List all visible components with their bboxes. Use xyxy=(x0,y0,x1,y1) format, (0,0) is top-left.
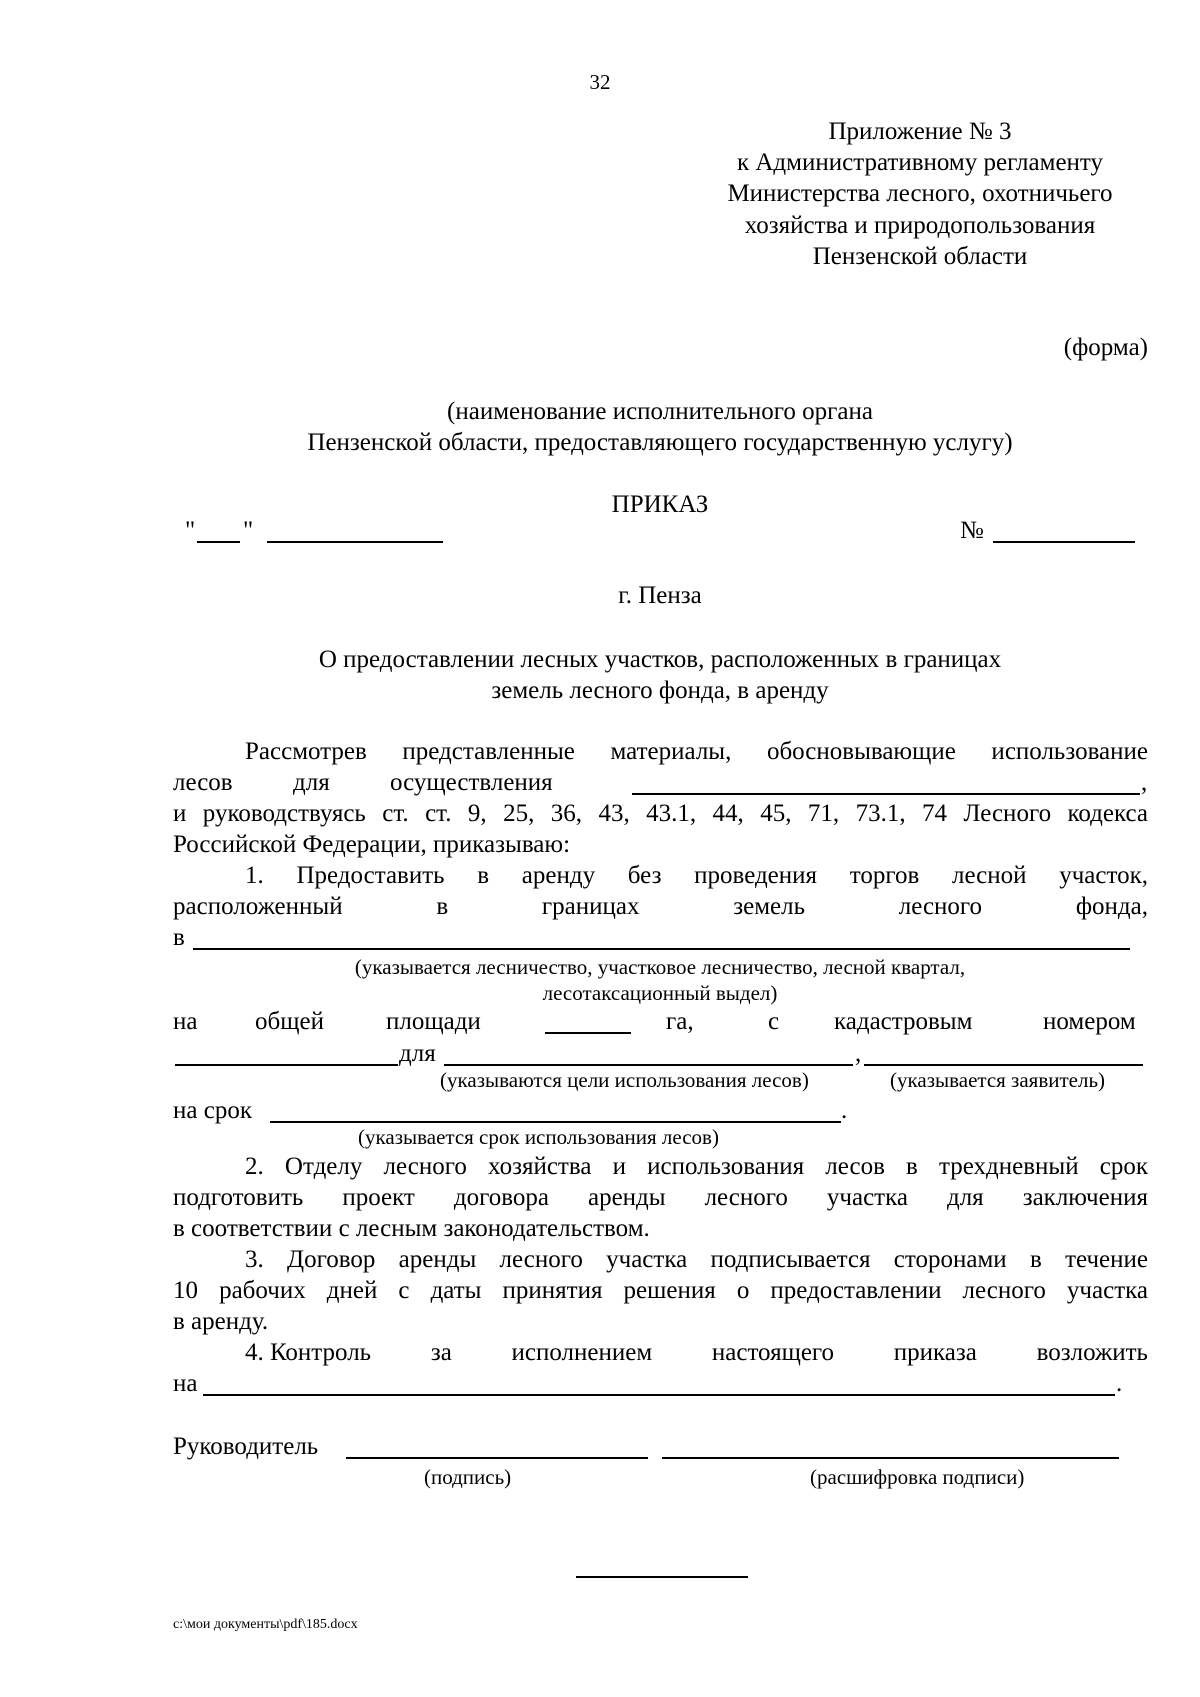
item2-word: участка xyxy=(826,1184,908,1211)
item1-word: расположенный xyxy=(173,893,343,920)
item2-line-2 xyxy=(173,1184,1148,1212)
date-quote-open: " xyxy=(185,517,196,544)
subject-line-2: земель лесного фонда, в аренду xyxy=(491,677,829,704)
forestry-line xyxy=(193,948,1130,950)
bottom-separator xyxy=(576,1576,748,1578)
item1-hint-2: лесотаксационный выдел) xyxy=(542,981,778,1005)
item2-line-1: 2. Отделу лесного хозяйства и использования лесов в трехдневный срок xyxy=(245,1153,1148,1180)
appendix-line-1: Приложение № 3 xyxy=(828,118,1012,145)
preamble-line-1: Рассмотрев представленные материалы, обосновывающие использование xyxy=(245,738,1148,765)
item3-line-3: в аренду. xyxy=(173,1308,269,1335)
form-label: (форма) xyxy=(1063,334,1148,361)
item1-word: в xyxy=(436,893,449,920)
activity-type-line xyxy=(632,793,1140,795)
item4-word: за xyxy=(430,1339,452,1366)
date-quote-close: " xyxy=(243,517,254,544)
signature-decode-line xyxy=(662,1457,1119,1459)
hint-applicant: (указывается заявитель) xyxy=(890,1068,1106,1092)
area-word: с xyxy=(768,1008,780,1035)
area-word: общей xyxy=(255,1008,324,1035)
item1-word: границах xyxy=(541,893,640,920)
appendix-line-5: Пензенской области xyxy=(812,243,1028,270)
item2-word: подготовить xyxy=(173,1184,304,1211)
item3-line-2: 10 рабочих дней с даты принятия решения о предоставлении лесного участка xyxy=(173,1277,1148,1304)
item1-word: земель xyxy=(733,893,805,920)
item2-word: договора xyxy=(453,1184,549,1211)
item4-word: настоящего xyxy=(711,1339,835,1366)
appendix-line-4: хозяйства и природопользования xyxy=(744,212,1096,239)
area-word: номером xyxy=(1043,1008,1136,1035)
appendix-line-3: Министерства лесного, охотничьего xyxy=(727,180,1113,207)
footer-path: с:\мои документы\pdf\185.docx xyxy=(173,1617,358,1632)
item4-word: 4. Контроль xyxy=(245,1339,372,1366)
area-line xyxy=(545,1032,631,1034)
preamble-line-4: Российской Федерации, приказываю: xyxy=(173,831,571,858)
item2-word: аренды xyxy=(587,1184,666,1211)
item1-line-2 xyxy=(173,893,1148,921)
item4-word: приказа xyxy=(893,1339,977,1366)
number-line xyxy=(993,541,1135,543)
preamble-word-1: лесов xyxy=(173,769,233,796)
signature-line xyxy=(346,1457,648,1459)
cadastral-number-line xyxy=(175,1064,398,1066)
appendix-line-2: к Административному регламенту xyxy=(736,149,1104,176)
term-prefix: на срок xyxy=(173,1097,252,1124)
number-sign: № xyxy=(960,517,984,544)
month-year-line xyxy=(267,541,443,543)
signature-label: Руководитель xyxy=(173,1433,319,1460)
item2-word: проект xyxy=(342,1184,415,1211)
comma: , xyxy=(855,1040,862,1067)
preamble-line-3: и руководствуясь ст. ст. 9, 25, 36, 43, 43.1, 44, 45, 71, 73.1, 74 Лесного кодекса xyxy=(173,800,1148,827)
area-word: площади xyxy=(386,1008,481,1035)
item1-hint-1: (указывается лесничество, участковое лесничество, лесной квартал, xyxy=(354,955,966,979)
hint-sign: (подпись) xyxy=(424,1465,512,1489)
applicant-line xyxy=(864,1064,1143,1066)
item1-prefix-v: в xyxy=(173,924,185,951)
hint-decode: (расшифровка подписи) xyxy=(810,1465,1025,1489)
hint-term: (указывается срок использования лесов) xyxy=(358,1125,719,1149)
item2-word: заключения xyxy=(1022,1184,1148,1211)
item3-line-1: 3. Договор аренды лесного участка подписывается сторонами в течение xyxy=(245,1246,1148,1273)
purpose-line xyxy=(444,1064,853,1066)
area-word: га, xyxy=(666,1008,694,1035)
org-caption-line-2: Пензенской области, предоставляющего государственную услугу) xyxy=(307,429,1013,456)
control-person-line xyxy=(203,1394,1115,1396)
org-caption-line-1: (наименование исполнительного органа xyxy=(447,398,873,425)
area-word: кадастровым xyxy=(834,1008,973,1035)
item4-prefix: на xyxy=(173,1370,198,1397)
day-line xyxy=(197,541,240,543)
city: г. Пенза xyxy=(618,582,702,609)
subject-line-1: О предоставлении лесных участков, расположенных в границах xyxy=(318,646,1002,673)
area-word: на xyxy=(173,1008,198,1035)
item1-word: лесного xyxy=(898,893,983,920)
term-end: . xyxy=(841,1097,848,1124)
hint-purpose: (указываются цели использования лесов) xyxy=(440,1068,809,1092)
item1-line-1: 1. Предоставить в аренду без проведения торгов лесной участок, xyxy=(245,862,1148,889)
item4-word: возложить xyxy=(1036,1339,1148,1366)
item2-line-3: в соответствии с лесным законодательством. xyxy=(173,1215,650,1242)
for-word: для xyxy=(399,1040,436,1067)
term-line xyxy=(270,1121,841,1123)
item2-word: для xyxy=(946,1184,984,1211)
preamble-comma: , xyxy=(1141,769,1148,796)
item2-word: лесного xyxy=(704,1184,788,1211)
item4-word: исполнением xyxy=(511,1339,653,1366)
page-number: 32 xyxy=(589,70,611,94)
item4-line-1 xyxy=(245,1339,1148,1367)
preamble-word-3: осуществления xyxy=(390,769,553,796)
item4-end: . xyxy=(1116,1370,1123,1397)
order-title: ПРИКАЗ xyxy=(611,491,709,518)
preamble-word-2: для xyxy=(293,769,330,796)
item1-word: фонда, xyxy=(1075,893,1148,920)
